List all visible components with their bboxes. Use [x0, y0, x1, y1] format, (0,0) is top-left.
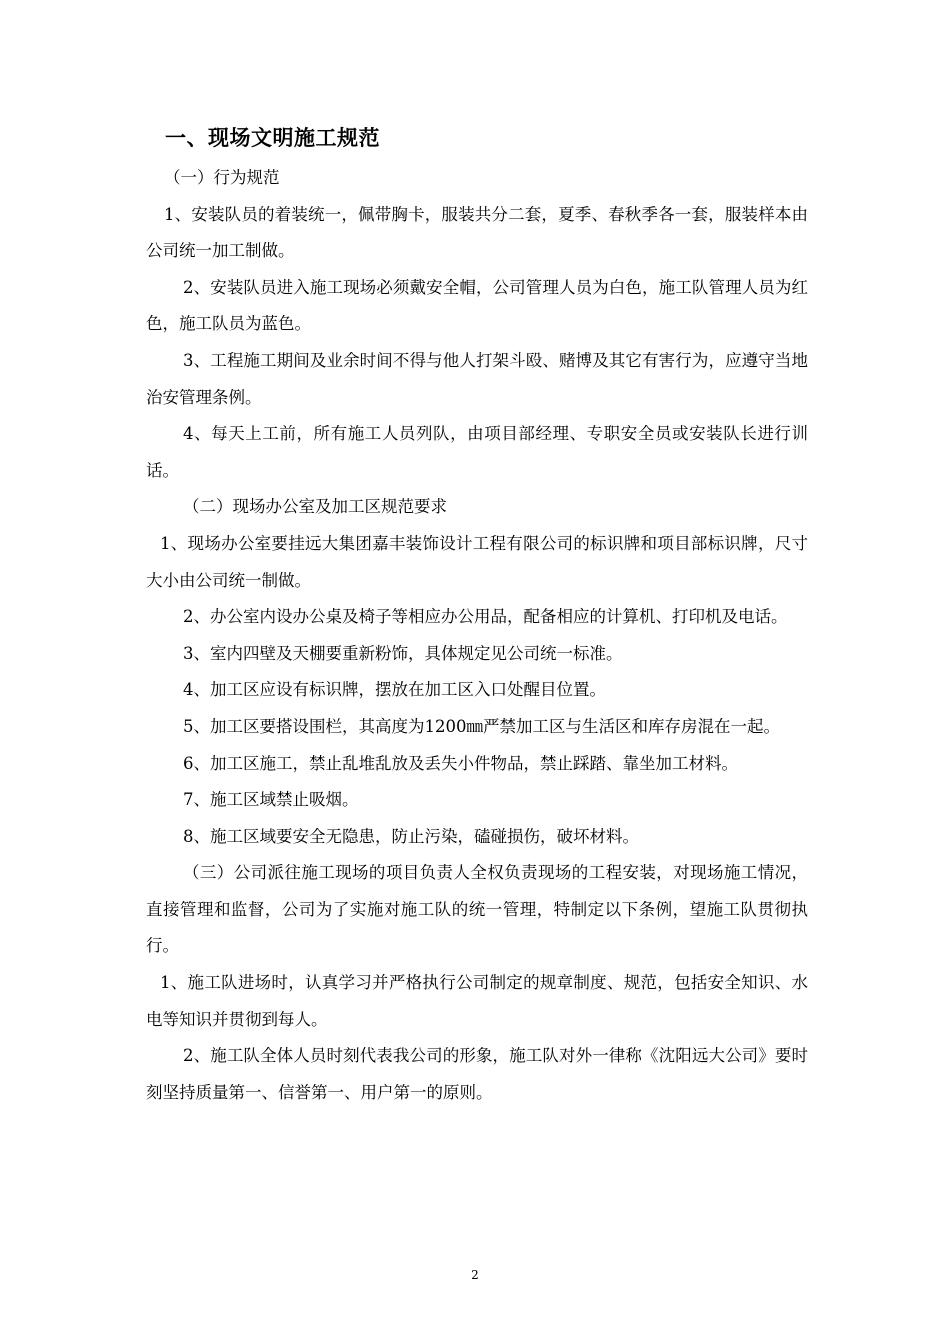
paragraph-office-equipment: 2、办公室内设办公桌及椅子等相应办公用品，配备相应的计算机、打印机及电话。 [183, 607, 788, 627]
subsection-heading-management: （三）公司派往施工现场的项目负责人全权负责现场的工程安装，对现场施工情况，直接管理和监督，公司为了实施对施工队的统一管理，特制定以下条例，望施工队贯彻执行。 [146, 863, 808, 956]
paragraph-no-smoking: 7、施工区域禁止吸烟。 [183, 790, 359, 810]
paragraph-uniform: 1、安装队员的着装统一，佩带胸卡，服装共分二套，夏季、春秋季各一套，服装样本由公司统一加工制做。 [146, 204, 808, 261]
paragraph-safety: 8、施工区域要安全无隐患，防止污染，磕碰损伤，破坏材料。 [183, 826, 639, 846]
paragraph-work-area-order: 6、加工区施工，禁止乱堆乱放及丢失小件物品，禁止踩踏、靠坐加工材料。 [183, 753, 738, 773]
paragraph-helmets: 2、安装队员进入施工现场必须戴安全帽，公司管理人员为白色，施工队管理人员为红色，施工队员为蓝色。 [146, 277, 808, 334]
paragraph-signage: 1、现场办公室要挂远大集团嘉丰装饰设计工程有限公司的标识牌和项目部标识牌，尺寸大小由公司统一制做。 [146, 533, 808, 590]
paragraph-fence: 5、加工区要搭设围栏，其高度为1200㎜严禁加工区与生活区和库存房混在一起。 [183, 716, 780, 736]
section-heading: 一、现场文明施工规范 [165, 125, 380, 150]
paragraph-company-image: 2、施工队全体人员时刻代表我公司的形象，施工队对外一律称《沈阳远大公司》要时刻坚持质量第一、信誉第一、用户第一的原则。 [146, 1046, 808, 1102]
body-text [146, 160, 808, 1111]
paragraph-briefing: 4、每天上工前，所有施工人员列队，由项目部经理、专职安全员或安装队长进行训话。 [146, 424, 808, 480]
paragraph-work-area-sign: 4、加工区应设有标识牌，摆放在加工区入口处醒目位置。 [183, 680, 606, 700]
page-number: 2 [471, 1268, 479, 1282]
subsection-heading-conduct: （一）行为规范 [164, 168, 280, 187]
paragraph-decoration: 3、室内四壁及天棚要重新粉饰，具体规定见公司统一标准。 [183, 643, 623, 663]
paragraph-study-rules: 1、施工队进场时，认真学习并严格执行公司制定的规章制度、规范，包括安全知识、水电等知识并贯彻到每人。 [146, 973, 808, 1029]
paragraph-behavior: 3、工程施工期间及业余时间不得与他人打架斗殴、赌博及其它有害行为，应遵守当地治安管理条例。 [146, 350, 808, 407]
subsection-heading-office: （二）现场办公室及加工区规范要求 [183, 497, 447, 517]
